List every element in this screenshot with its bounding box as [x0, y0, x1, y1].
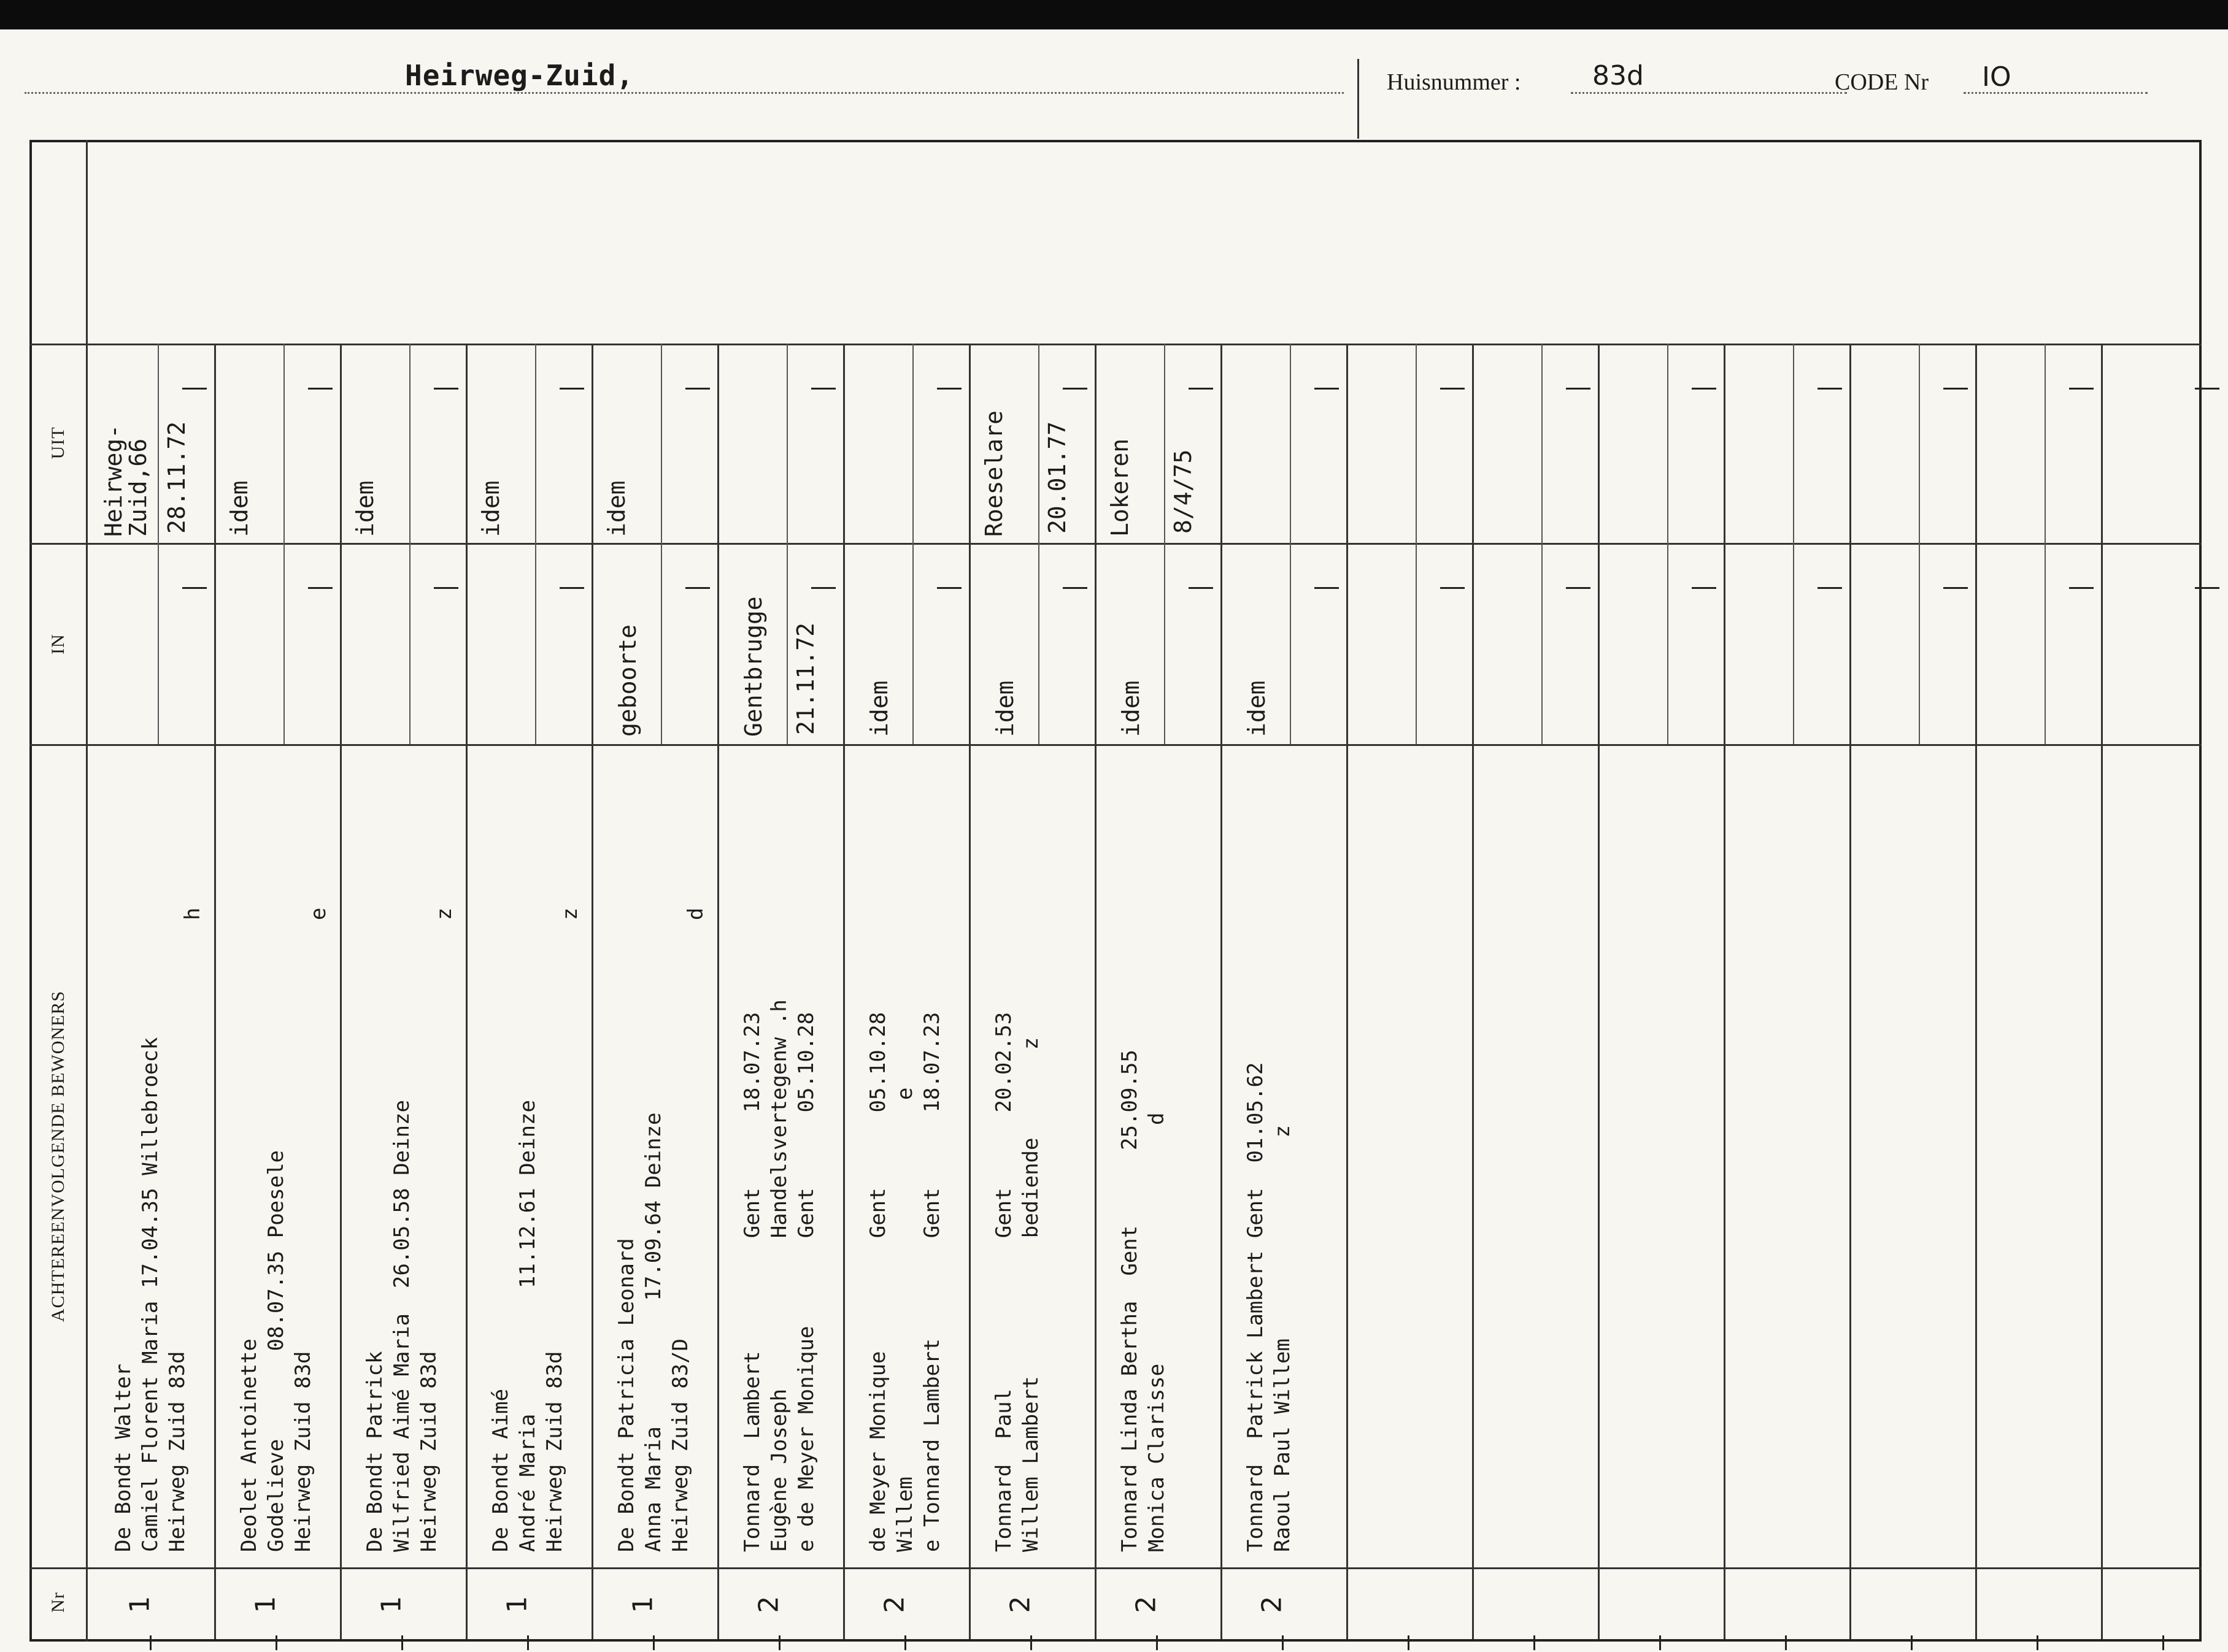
in-dash [685, 587, 710, 589]
uit-dash [2069, 388, 2094, 390]
bottom-tick [1030, 1635, 1032, 1650]
resident-line: Raoul Paul Willem z [1270, 1125, 1295, 1552]
register-frame [29, 140, 2202, 1642]
resident-line: Camiel Florent Maria 17.04.35 Willebroeck [138, 1037, 163, 1552]
half-column-divider [2045, 344, 2046, 744]
resident-line: Monica Clarisse d [1144, 1112, 1169, 1552]
uit-dash [1817, 388, 1842, 390]
in-dash [1817, 587, 1842, 589]
in-dash [1189, 587, 1213, 589]
in-dash [811, 587, 836, 589]
in-dash [1314, 587, 1339, 589]
resident-mark: z [558, 907, 582, 920]
half-column-divider [158, 344, 159, 744]
bottom-tick [527, 1635, 529, 1650]
in-place: idem [1117, 680, 1144, 737]
column-divider [1095, 344, 1097, 1639]
in-place: idem [866, 680, 893, 737]
resident-line: Wilfried Aimé Maria 26.05.58 Deinze [390, 1100, 414, 1552]
resident-line: Heirweg Zuid 83d [291, 1351, 315, 1552]
resident-line: Deolet Antoinette [237, 1339, 261, 1552]
half-column-divider [1793, 344, 1794, 744]
resident-line: Tonnard Lambert Gent 18.07.23 [740, 1012, 765, 1552]
bottom-tick [1785, 1635, 1787, 1650]
street-name: Heirweg-Zuid, [405, 59, 634, 92]
half-column-divider [1919, 344, 1920, 744]
in-dash [1943, 587, 1968, 589]
bottom-tick [779, 1635, 781, 1650]
uit-dash [685, 388, 710, 390]
entry-number: 2 [1256, 1596, 1288, 1613]
entry-number: 2 [1004, 1596, 1036, 1613]
bottom-tick [1282, 1635, 1284, 1650]
column-divider [717, 344, 719, 1639]
column-divider [214, 344, 216, 1639]
in-row-label: IN [48, 634, 68, 655]
uit-place: idem [352, 480, 379, 537]
resident-line: Heirweg Zuid 83d [165, 1351, 190, 1552]
in-dash [1692, 587, 1716, 589]
half-column-divider [409, 344, 411, 744]
resident-line: Tonnard Paul Gent 20.02.53 [992, 1012, 1016, 1552]
half-column-divider [283, 344, 285, 744]
entry-number: 2 [753, 1596, 785, 1613]
bottom-tick [653, 1635, 655, 1650]
uit-place: Lokeren [1106, 438, 1133, 537]
uit-dash [1314, 388, 1339, 390]
entry-number: 1 [627, 1596, 659, 1613]
bottom-tick [2162, 1635, 2164, 1650]
in-place: geboorte [614, 624, 641, 737]
resident-line: Heirweg Zuid 83d [417, 1351, 441, 1552]
resident-line: e Tonnard Lambert Gent 18.07.23 [920, 1012, 944, 1552]
bottom-tick [1533, 1635, 1535, 1650]
uit-date: 28.11.72 [163, 421, 190, 534]
resident-line: Anna Maria 17.09.64 Deinze [641, 1112, 666, 1552]
in-dash [434, 587, 458, 589]
in-dash [937, 587, 962, 589]
resident-line: de Meyer Monique Gent 05.10.28 [866, 1012, 890, 1552]
uit-dash [1692, 388, 1716, 390]
uit-dash [308, 388, 333, 390]
bottom-tick [904, 1635, 906, 1650]
uit-date: 8/4/75 [1169, 449, 1197, 534]
resident-line: Tonnard Linda Bertha Gent 25.09.55 [1117, 1050, 1142, 1552]
code-value: IO [1982, 61, 2011, 93]
entry-number: 1 [376, 1596, 407, 1613]
resident-line: Heirweg Zuid 83/D [668, 1339, 693, 1552]
half-column-divider [1290, 344, 1291, 744]
house-number-dotted-line [1571, 92, 1847, 94]
bottom-tick [1408, 1635, 1409, 1650]
entry-number: 1 [250, 1596, 282, 1613]
uit-dash [811, 388, 836, 390]
uit-place: idem [477, 480, 504, 537]
column-divider [1975, 344, 1977, 1639]
resident-mark: z [432, 907, 457, 920]
in-place: Gentbrugge [740, 596, 767, 737]
half-column-divider [787, 344, 788, 744]
in-dash [1063, 587, 1087, 589]
uit-row-label: UIT [48, 426, 68, 459]
bottom-tick [1911, 1635, 1913, 1650]
residents-nr-rule [29, 1567, 2202, 1569]
resident-line: Eugène Joseph Handelsvertegenw .h [767, 999, 792, 1552]
scan-top-edge [0, 0, 2228, 29]
resident-line: e de Meyer Monique Gent 05.10.28 [794, 1012, 819, 1552]
resident-line: Willem Lambert bediende z [1019, 1037, 1043, 1552]
uit-in-rule [29, 543, 2202, 545]
uit-dash [1566, 388, 1590, 390]
resident-line: Tonnard Patrick Lambert Gent 01.05.62 [1243, 1062, 1268, 1552]
uit-dash [937, 388, 962, 390]
resident-mark: e [306, 907, 331, 920]
half-column-divider [1541, 344, 1543, 744]
column-divider [466, 344, 468, 1639]
bottom-tick [276, 1635, 277, 1650]
in-date: 21.11.72 [792, 622, 819, 735]
uit-dash [182, 388, 207, 390]
uit-top-rule [29, 344, 2202, 345]
resident-line: Willem e [893, 1087, 917, 1552]
entry-number: 2 [879, 1596, 911, 1613]
street-dotted-line [25, 92, 1344, 94]
uit-dash [1943, 388, 1968, 390]
resident-line: André Maria 11.12.61 Deinze [515, 1100, 540, 1552]
in-dash [560, 587, 584, 589]
column-divider [592, 344, 593, 1639]
uit-dash [560, 388, 584, 390]
uit-date: 20.01.77 [1043, 421, 1071, 534]
uit-dash [1189, 388, 1213, 390]
uit-dash [1440, 388, 1465, 390]
column-divider [1472, 344, 1474, 1639]
column-divider [1849, 344, 1851, 1639]
column-divider [1724, 344, 1725, 1639]
column-divider [1598, 344, 1600, 1639]
entry-number: 1 [124, 1596, 156, 1613]
half-column-divider [661, 344, 662, 744]
uit-dash [434, 388, 458, 390]
resident-line: Godelieve 08.07.35 Poesele [264, 1150, 288, 1552]
resident-line: De Bondt Patricia Leonard [614, 1238, 639, 1552]
in-dash [1566, 587, 1590, 589]
header-divider [1357, 59, 1359, 139]
in-dash [2195, 587, 2219, 589]
nr-row-label: Nr [48, 1592, 68, 1613]
code-label: CODE Nr [1835, 69, 1929, 95]
half-column-divider [1667, 344, 1668, 744]
half-column-divider [535, 344, 536, 744]
house-number-label: Huisnummer : [1387, 69, 1521, 95]
in-residents-rule [29, 744, 2202, 746]
uit-place: idem [603, 480, 630, 537]
bottom-tick [2037, 1635, 2038, 1650]
uit-dash [2195, 388, 2219, 390]
bottom-tick [150, 1635, 152, 1650]
resident-line: De Bondt Aimé [488, 1388, 513, 1552]
in-dash [1440, 587, 1465, 589]
resident-line: Heirweg Zuid 83d [542, 1351, 567, 1552]
column-divider [2101, 344, 2103, 1639]
in-place: idem [992, 680, 1019, 737]
column-divider [1220, 344, 1222, 1639]
resident-mark: d [684, 907, 708, 920]
bottom-tick [1156, 1635, 1158, 1650]
resident-mark: h [180, 907, 205, 920]
code-dotted-line [1964, 92, 2148, 94]
in-dash [308, 587, 333, 589]
label-column-divider [86, 140, 88, 1642]
resident-line: De Bondt Walter [111, 1363, 136, 1552]
column-divider [843, 344, 845, 1639]
house-number-value: 83d [1592, 60, 1644, 91]
in-place: idem [1243, 680, 1270, 737]
resident-line: De Bondt Patrick [363, 1351, 387, 1552]
column-divider [340, 344, 342, 1639]
uit-place: idem [226, 480, 253, 537]
entry-number: 1 [501, 1596, 533, 1613]
uit-place: Roeselare [981, 410, 1008, 537]
column-divider [969, 344, 971, 1639]
half-column-divider [1416, 344, 1417, 744]
in-dash [2069, 587, 2094, 589]
uit-dash [1063, 388, 1087, 390]
entry-number: 2 [1130, 1596, 1162, 1613]
half-column-divider [1164, 344, 1165, 744]
bottom-tick [1659, 1635, 1661, 1650]
half-column-divider [912, 344, 914, 744]
column-divider [1346, 344, 1348, 1639]
residents-row-label: ACHTEREENVOLGENDE BEWONERS [48, 990, 68, 1323]
uit-place: Heirweg- Zuid,66 [100, 424, 152, 537]
half-column-divider [1038, 344, 1039, 744]
in-dash [182, 587, 207, 589]
bottom-tick [401, 1635, 403, 1650]
